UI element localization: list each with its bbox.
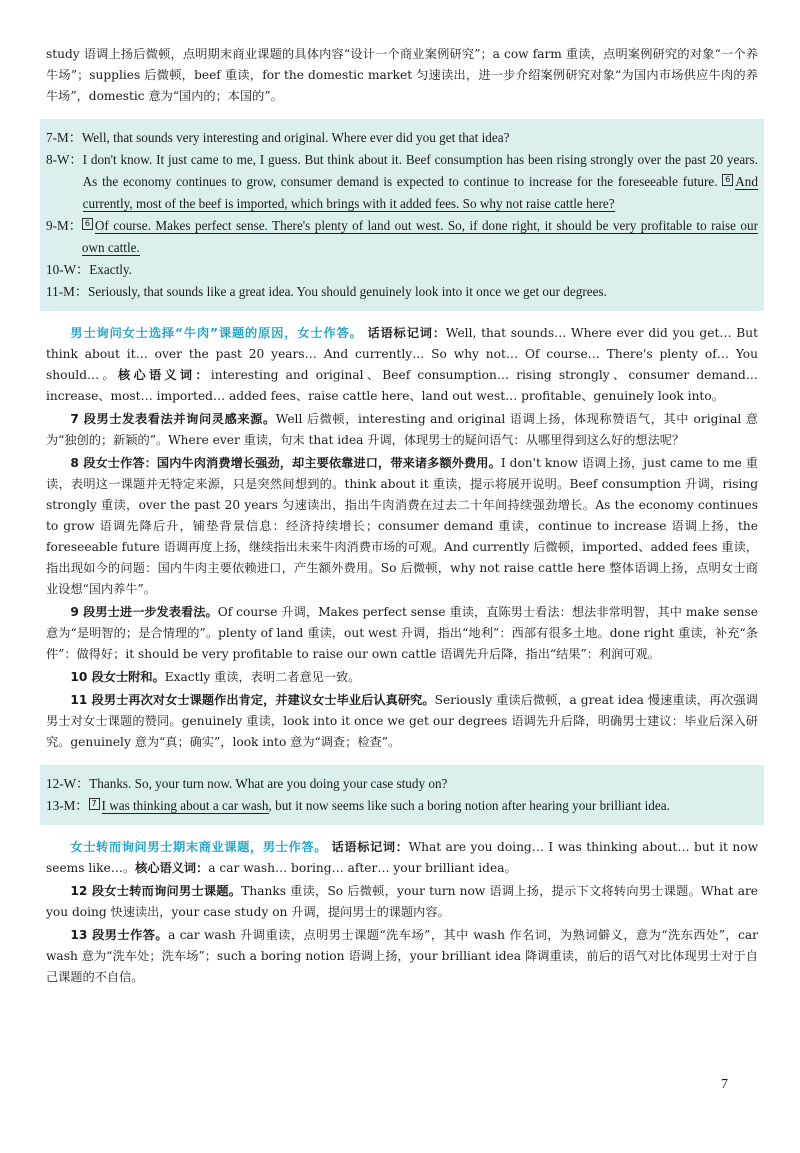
para-text: Thanks 重读，So 后微顿，your turn now 语调上扬，提示下文将转向男士课题。What are you doing 快速读出，your case study on 升调，提问男士的课题内容。 [46,884,758,919]
para-text: Exactly 重读，表明二者意见一致。 [164,670,361,684]
para-heading: 11 段男士再次对女士课题作出肯定，并建议女士毕业后认真研究。 [70,693,435,707]
para-heading: 8 段女士作答：国内牛肉消费增长强劲，却主要依靠进口，带来诸多额外费用。 [70,456,501,470]
dialogue-line-12 [46,773,758,795]
analysis-para-13 [46,925,758,988]
speaker: 7-M： [46,130,82,145]
underlined-key-sentence: And currently, most of the beef is imported, which brings with it added fees. So why not raise cattle here? [82,174,758,211]
analysis-para-8 [46,453,758,600]
speaker: 13-M： [46,798,89,813]
speaker: 12-W： [46,776,90,791]
dialogue-box-1 [40,119,764,311]
para-text: Seriously 重读后微顿，a great idea 慢速重读，再次强调男士对女士课题的赞同。genuinely 重读，look into it once we get our degrees 语调先升后降，明确男士建议：毕业后深入研究。genuinely 意为“真；确实”，look into 意为“调查；检查”。 [46,693,758,749]
core-words-label: 核心语义词： [135,861,209,875]
para-text: I don't know 语调上扬，just came to me 重读，表明这一课题并无特定来源，只是突然间想到的。think about it 重读，提示将展开说明。Beef consumption 升调，rising strongly 重读，over the past 20 years 匀速读出，指出牛肉消费在过去二十年间持续强劲增长。As the economy continues to grow 语调先降后升，铺垫背景信息：经济持续增长；consumer demand 重读，continue to increase 语调上扬，the foreseeable future 语调再度上扬，继续指出未来牛肉消费市场的可观。And currently 后微顿，imported、added fees 重读，指出现如今的问题：国内牛肉主要依赖进口，产生额外费用。So 后微顿，why not raise cattle here 整体语调上扬，点明女士商业设想“国内养牛”。 [46,456,758,596]
dialogue-line-8 [46,149,758,215]
summary-2 [46,837,758,879]
dialogue-line-7 [46,127,758,149]
underlined-key-sentence: I was thinking about a car wash [101,798,269,813]
marker-words-label: 话语标记词： [331,840,409,854]
line-text [83,149,758,215]
analysis-para-10 [46,667,758,688]
page-number: 7 [721,1077,728,1092]
summary-1 [46,323,758,407]
answer-marker: 6 [82,218,93,230]
dialogue-line-13 [46,795,758,817]
dialogue-line-11 [46,281,758,303]
para-heading: 10 段女士附和。 [70,670,165,684]
analysis-para-11 [46,690,758,753]
para-heading: 13 段男士作答。 [70,928,169,942]
line-text [89,795,759,817]
underlined-key-sentence: Of course. Makes perfect sense. There's plenty of land out west. So, if done right, it should be very profitable to raise our own cattle. [81,218,758,255]
line-text-plain: , but it now seems like such a boring notion after hearing your brilliant idea. [268,798,670,813]
analysis-para-12 [46,881,758,923]
summary-heading: 男士询问女士选择“牛肉”课题的原因，女士作答。 [70,326,363,340]
para-text: Well 后微顿，interesting and original 语调上扬，体现称赞语气，其中 original 意为“独创的；新颖的”。Where ever 重读，句末 that idea 升调，体现男士的疑问语气：从哪里得到这么好的想法呢？ [46,412,758,447]
para-heading: 7 段男士发表看法并询问灵感来源。 [70,412,276,426]
answer-marker: 7 [89,798,100,810]
dialogue-line-10 [46,259,758,281]
speaker: 8-W： [46,152,83,167]
para-heading: 9 段男士进一步发表看法。 [70,605,218,619]
speaker: 10-W： [46,262,90,277]
line-text: Thanks. So, your turn now. What are you doing your case study on? [89,776,448,791]
core-words: interesting and original、Beef consumption… rising strongly、consumer demand… increase、most… imported… added fees、raise cattle here、land out west… profitable、genuinely look into。 [46,368,758,403]
para-text: a car wash 升调重读，点明男士课题“洗车场”，其中 wash 作名词，为熟词僻义，意为“洗东西处”，car wash 意为“洗车处；洗车场”；such a boring notion 语调上扬，your brilliant idea 降调重读，前后的语气对比体现男士对于自己课题的不自信。 [46,928,759,984]
analysis-para-7 [46,409,758,451]
line-text: Seriously, that sounds like a great idea. You should genuinely look into it once we get our degrees. [88,284,607,299]
core-words-label: 核心语义词： [117,368,211,382]
summary-heading: 女士转而询问男士期末商业课题，男士作答。 [70,840,328,854]
dialogue-box-2 [40,765,764,825]
marker-words: Well, that sounds… Where ever did you get… But think about it… over the past 20 years… And currently… So why not… Of course… There's plenty of… You should…。 [46,326,758,382]
core-words: a car wash… boring… after… your brilliant idea。 [208,861,517,875]
speaker: 9-M： [46,218,82,233]
line-text: Exactly. [89,262,132,277]
marker-words-label: 话语标记词： [367,326,446,340]
speaker: 11-M： [46,284,89,299]
answer-marker: 6 [722,174,733,186]
marker-words: What are you doing… I was thinking about… but it now seems like…。 [46,840,759,875]
dialogue-line-9 [46,215,758,259]
page-content [46,44,758,988]
analysis-para-9 [46,602,758,665]
para-text: Of course 升调，Makes perfect sense 重读，直陈男士看法：想法非常明智，其中 make sense 意为“是明智的；是合情理的”。plenty of land 重读，out west 升调，指出“地利”：西部有很多土地。done right 重读，补充“条件”：做得好；it should be very profitable to raise our own cattle 语调先升后降，指出“结果”：利润可观。 [46,605,758,661]
line-text [82,215,758,259]
para-heading: 12 段女士转而询问男士课题。 [70,884,242,898]
line-text: Well, that sounds very interesting and original. Where ever did you get that idea? [81,130,510,145]
intro-paragraph: study 语调上扬后微顿，点明期末商业课题的具体内容“设计一个商业案例研究”；a cow farm 重读，点明案例研究的对象“一个养牛场”；supplies 后微顿，beef 重读，for the domestic market 匀速读出，进一步介绍案例研究对象“为国内市场供应牛肉的养牛场”，domestic 意为“国内的；本国的”。 [46,47,758,103]
line-text-plain: I don't know. It just came to me, I guess. But think about it. Beef consumption has been rising strongly over the past 20 years. As the economy continues to grow, consumer demand is expected to continue to increase for the foreseeable future. [82,152,758,189]
